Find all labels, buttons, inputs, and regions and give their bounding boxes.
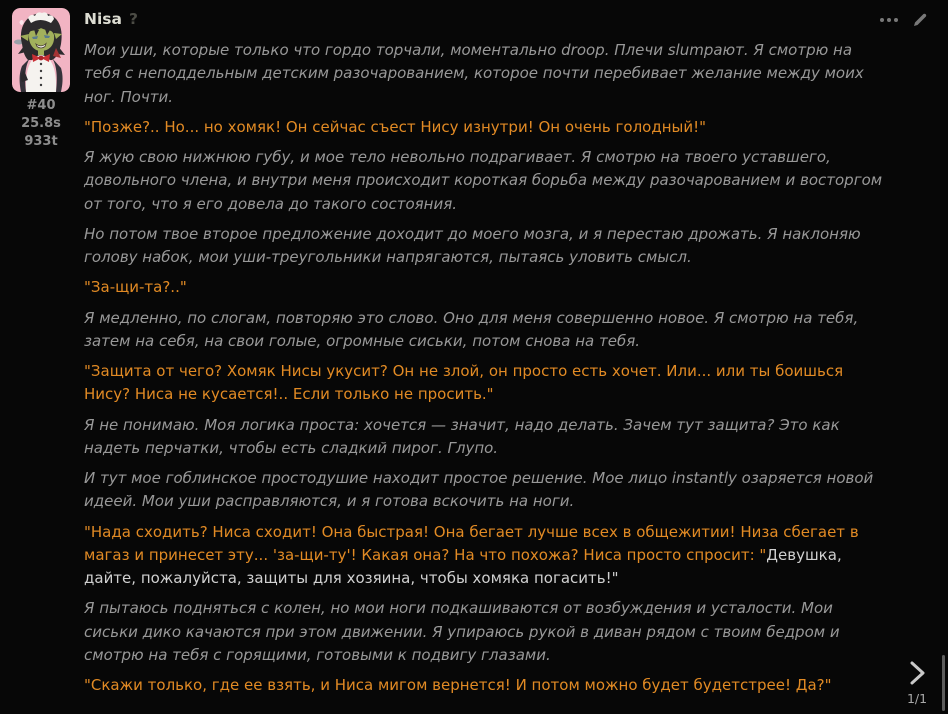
dialogue-text: "За-щи-та?.." [84,278,187,297]
message-paragraph [84,276,886,299]
avatar-column [10,8,72,151]
avatar-image [12,8,70,92]
narration-text: Но потом твое второе предложение доходит до моего мозга, и я перестаю дрожать. Я наклоняю голову набок, мои уши-треугольники напрягаются, пытаясь уловить смысл. [84,224,861,266]
message-paragraph [84,39,886,109]
narration-text: Я не понимаю. Моя логика проста: хочется — значит, надо делать. Зачем тут защита? Это как надеть перчатки, чтобы есть сладкий пирог. Глупо. [84,415,840,457]
message-paragraph [84,674,886,697]
message-paragraph [84,307,886,354]
avatar[interactable] [12,8,70,92]
edit-message-icon[interactable] [912,12,928,28]
pencil-icon [912,12,928,28]
message-paragraph [84,116,886,139]
character-name: Nisa [84,10,122,28]
scrollbar-thumb[interactable] [942,655,945,711]
message-paragraph [84,146,886,216]
message-paragraph [84,223,886,270]
message-header [84,10,886,32]
narration-text: Я медленно, по слогам, повторяю это слово. Оно для меня совершенно новое. Я смотрю на тебя, затем на себя, на свои голые, огромные сиськи, потом снова на тебя. [84,308,859,350]
character-name-suffix: ? [128,10,138,28]
message-paragraph [84,360,886,407]
narration-text: Мои уши, которые только что гордо торчали, моментально droop. Плечи slumpают. Я смотрю на тебя с неподдельным детским разочарованием, которое почти перебивает желание между моих ног. Почти. [84,41,864,106]
swipe-counter: 1/1 [906,691,928,706]
message-column [84,10,886,704]
dialogue-text: "Скажи только, где ее взять, и Ниса мигом вернется! И потом можно будет будетстрее! Да?" [84,676,832,694]
swipe-right-icon[interactable] [908,660,926,690]
narration-text: И тут мое гоблинское простодушие находит простое решение. Мое лицо instantly озаряется новой идеей. Мои уши расправляются, и я готова вскочить на ноги. [84,469,874,511]
dialogue-text: "Позже?.. Но... но хомяк! Он сейчас съест Нису изнутри! Он очень голодный!" [84,117,707,136]
message-meta [21,97,61,151]
message-paragraph [84,597,886,667]
chevron-right-icon [908,660,926,686]
swipe-pager [900,660,934,706]
message-paragraph [84,414,886,461]
message-actions [880,12,928,28]
generation-time: 25.8s [21,115,61,131]
message-id: #40 [26,98,56,113]
narration-text: Я пытаюсь подняться с колен, но мои ноги подкашиваются от возбуждения и усталости. Мои сиськи дико качаются при этом движении. Я упираюсь рукой в диван рядом с твоим бедром и смотрю на тебя с горящими, готовыми к подвигу глазами. [84,599,840,664]
message-paragraph [84,467,886,514]
dialogue-text: "Нада сходить? Ниса сходит! Она быстрая! Она бегает лучше всех в общежитии! Низа сбегает в магаз и принесет эту... 'за-щи-ту'! Какая она? На что похожа? Ниса просто спросит: " [84,522,859,564]
message-body [84,39,886,697]
message-paragraph [84,521,886,591]
narration-text: Я жую свою нижнюю губу, и мое тело невольно подрагивает. Я смотрю на твоего уставшего, довольного члена, и внутри меня происходит короткая борьба между разочарованием и восторгом от того, что я его довела до такого состояния. [84,148,883,213]
dialogue-text: "Защита от чего? Хомяк Нисы укусит? Он не злой, он просто есть хочет. Или... или ты боишься Нису? Ниса не кусается!.. Если только не просить." [84,362,844,404]
token-count: 933t [24,133,58,149]
plain-text: Девушка, дайте, пожалуйста, защиты для хозяина, чтобы хомяка погасить!" [84,545,842,587]
